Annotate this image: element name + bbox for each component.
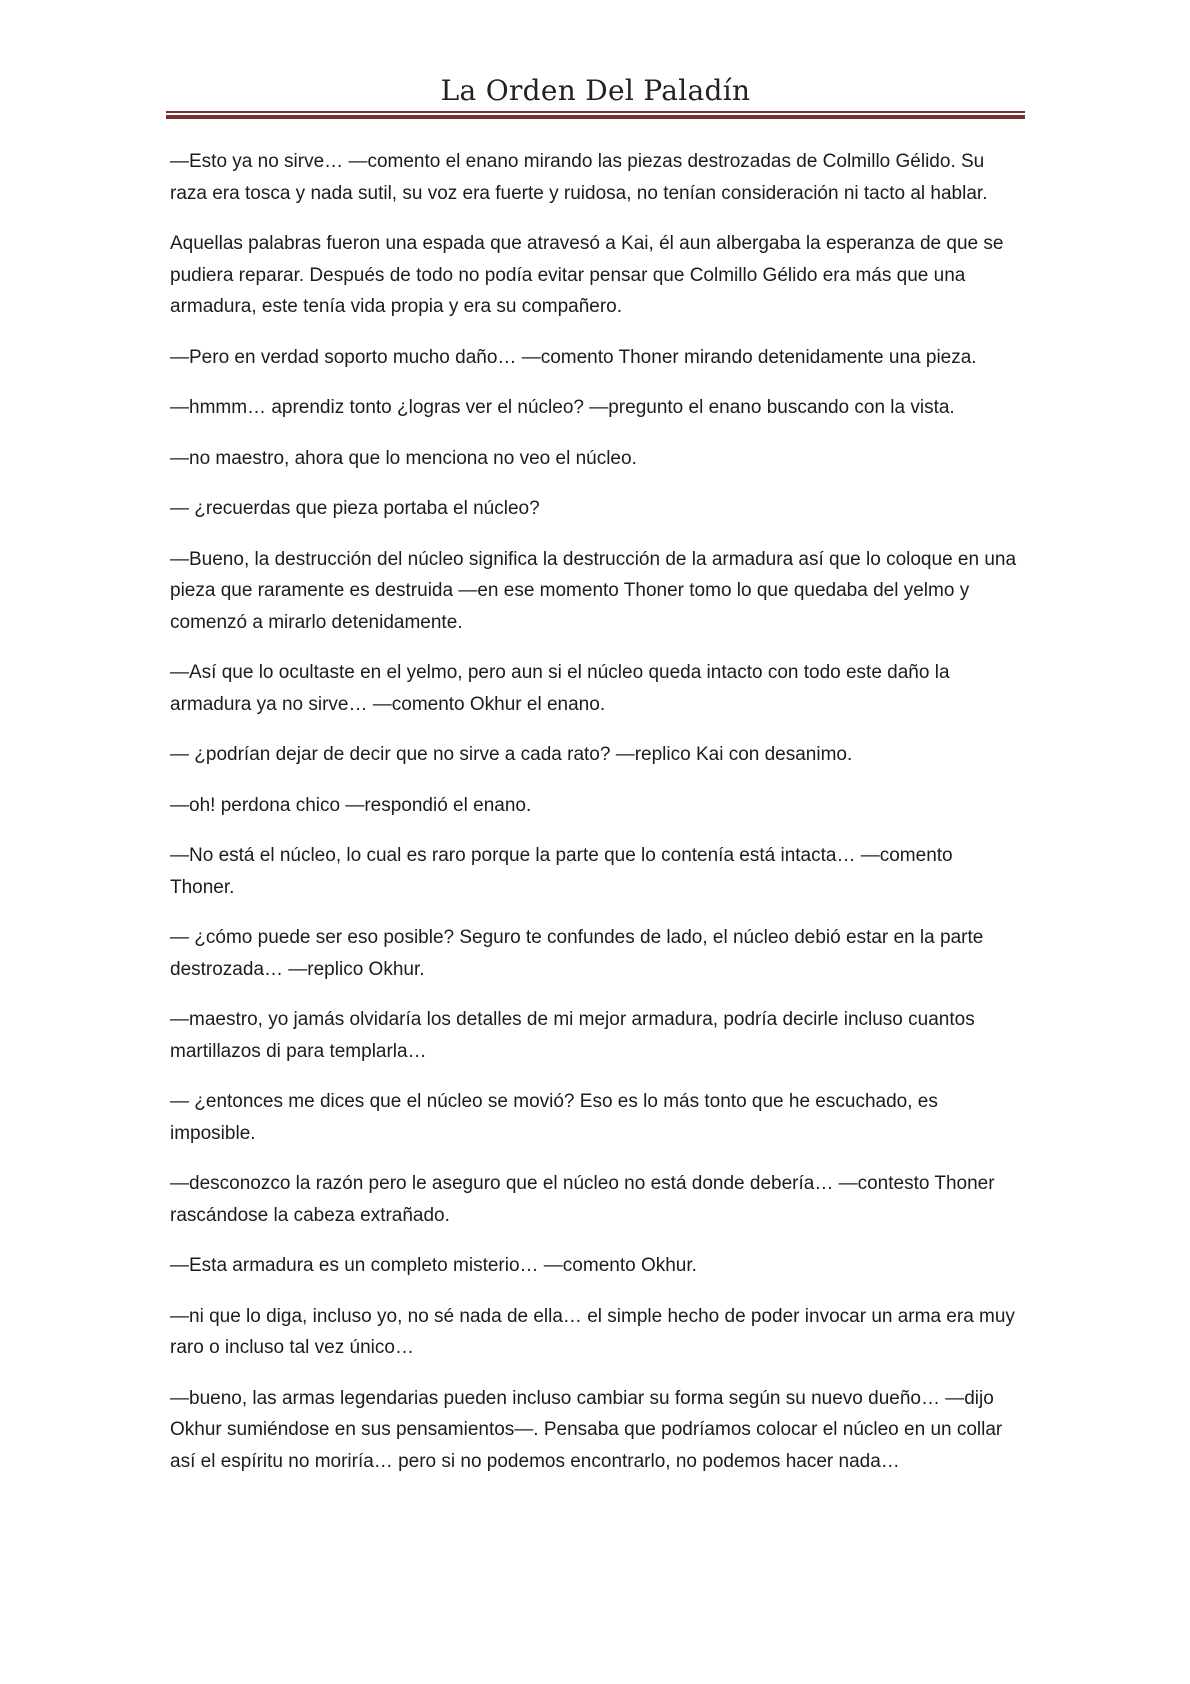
paragraph-17: —ni que lo diga, incluso yo, no sé nada de ella… el simple hecho de poder invocar un arma era muy raro o incluso tal vez único… xyxy=(170,1305,1015,1358)
paragraph-10: —oh! perdona chico —respondió el enano. xyxy=(170,794,532,816)
paragraph-13: —maestro, yo jamás olvidaría los detalles de mi mejor armadura, podría decirle incluso cuantos martillazos di para templarla… xyxy=(170,1009,975,1062)
paragraph-12: — ¿cómo puede ser eso posible? Seguro te confundes de lado, el núcleo debió estar en la parte destrozada… —replico Okhur. xyxy=(170,927,984,980)
paragraph-5: —no maestro, ahora que lo menciona no veo el núcleo. xyxy=(170,447,637,469)
paragraph-15: —desconozco la razón pero le aseguro que el núcleo no está donde debería… —contesto Thoner rascándose la cabeza extrañado. xyxy=(170,1173,995,1226)
paragraph-7: —Bueno, la destrucción del núcleo significa la destrucción de la armadura así que lo coloque en una pieza que raramente es destruida —en ese momento Thoner tomo lo que quedaba del yelmo y comenzó a mirarlo detenidamente. xyxy=(170,548,1017,633)
paragraph-16: —Esta armadura es un completo misterio… —comento Okhur. xyxy=(170,1255,697,1276)
header-rule-thick xyxy=(166,115,1025,119)
paragraph-1: —Esto ya no sirve… —comento el enano mirando las piezas destrozadas de Colmillo Gélido. Su raza era tosca y nada sutil, su voz era fuerte y ruidosa, no tenían consideración ni tacto al hablar. xyxy=(170,151,988,204)
page-header xyxy=(166,68,1025,114)
paragraph-6: — ¿recuerdas que pieza portaba el núcleo? xyxy=(170,498,540,519)
paragraph-2: Aquellas palabras fueron una espada que atravesó a Kai, él aun albergaba la esperanza de que se pudiera reparar. Después de todo no podía evitar pensar que Colmillo Gélido era más que una armadura, este tenía vida propia y era su compañero. xyxy=(170,233,1004,317)
header-rule-thin xyxy=(166,111,1025,113)
paragraph-4: —hmmm… aprendiz tonto ¿logras ver el núcleo? —pregunto el enano buscando con la vista. xyxy=(170,397,955,418)
paragraph-3: —Pero en verdad soporto mucho daño… —comento Thoner mirando detenidamente una pieza. xyxy=(170,346,977,368)
page-title: La Orden Del Paladín xyxy=(440,74,751,107)
paragraph-18: —bueno, las armas legendarias pueden incluso cambiar su forma según su nuevo dueño… —dijo Okhur sumiéndose en sus pensamientos—. Pensaba que podríamos colocar el núcleo en un collar así el espíritu no moriría… pero si no podemos encontrarlo, no podemos hacer nada… xyxy=(170,1387,1003,1472)
paragraph-8: —Así que lo ocultaste en el yelmo, pero aun si el núcleo queda intacto con todo este daño la armadura ya no sirve… —comento Okhur el enano. xyxy=(170,662,950,715)
header-rule xyxy=(166,111,1025,119)
paragraph-14: — ¿entonces me dices que el núcleo se movió? Eso es lo más tonto que he escuchado, es imposible. xyxy=(170,1091,938,1144)
paragraph-11: —No está el núcleo, lo cual es raro porque la parte que lo contenía está intacta… —comento Thoner. xyxy=(170,845,953,898)
document-body xyxy=(170,146,1020,1496)
paragraph-9: — ¿podrían dejar de decir que no sirve a cada rato? —replico Kai con desanimo. xyxy=(170,744,853,765)
